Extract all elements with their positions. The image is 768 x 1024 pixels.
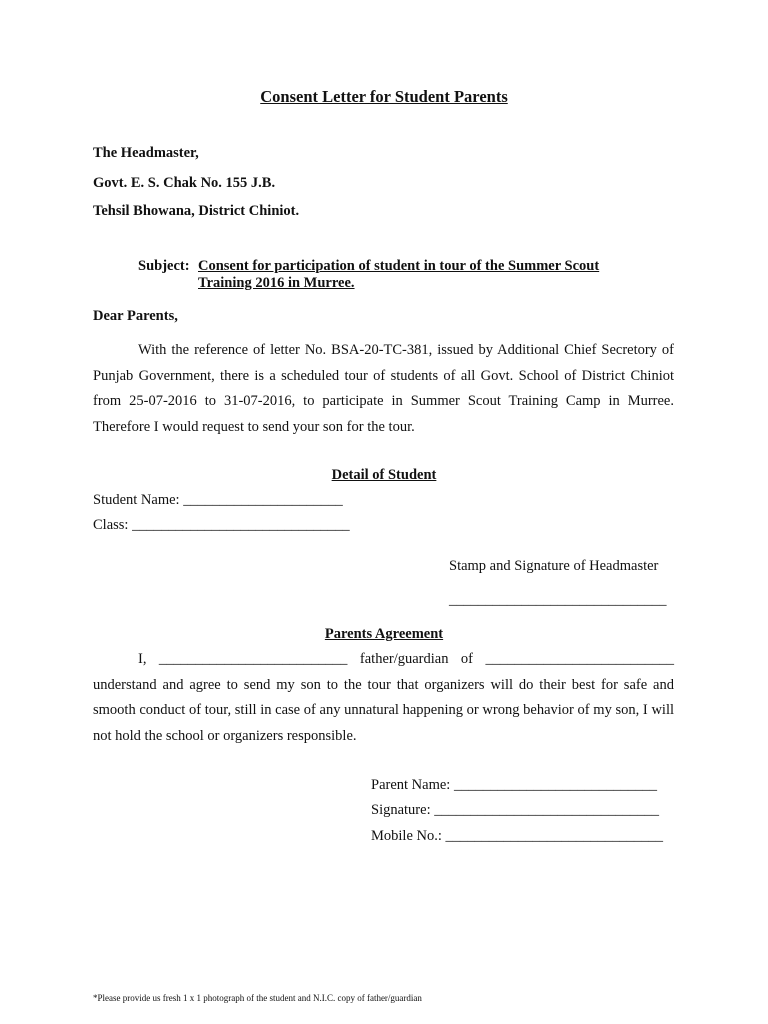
parents-agreement-heading: Parents Agreement bbox=[324, 626, 444, 642]
footnote: *Please provide us fresh 1 x 1 photograph of the student and N.I.C. copy of father/guardian bbox=[93, 993, 422, 1003]
headmaster-signature-line: ______________________________ bbox=[449, 592, 667, 608]
page-title: Consent Letter for Student Parents bbox=[260, 87, 508, 106]
mobile-field: Mobile No.: ______________________________ bbox=[371, 828, 664, 844]
agreement-paragraph: I, __________________________ father/guardian of __________________________ understand and agree to send my son to the tour that organizers will do their best for safe and smooth conduct of tour, still in case of any unnatural happening or wrong behavior of my son, I will not hold the school or organizers responsible. bbox=[93, 651, 674, 744]
student-detail-heading: Detail of Student bbox=[331, 467, 437, 483]
headmaster-signature-label: Stamp and Signature of Headmaster bbox=[449, 558, 659, 574]
address-line-1: The Headmaster, bbox=[93, 145, 199, 161]
body-paragraph: With the reference of letter No. BSA-20-TC-381, issued by Additional Chief Secretory of Punjab Government, there is a scheduled tour of students of all Govt. School of District Chiniot from 25-07-2016 to 31-07-2016, to participate in Summer Scout Training Camp in Murree. Therefore I would request to send your son for the tour. bbox=[93, 342, 674, 435]
student-name-field: Student Name: ______________________ bbox=[93, 492, 343, 508]
parent-name-field: Parent Name: ____________________________ bbox=[371, 777, 657, 793]
signature-field: Signature: _______________________________ bbox=[371, 802, 659, 818]
class-field: Class: ______________________________ bbox=[93, 517, 350, 533]
salutation: Dear Parents, bbox=[93, 308, 178, 324]
address-line-2: Govt. E. S. Chak No. 155 J.B. bbox=[93, 175, 276, 191]
subject-text: Consent for participation of student in tour of the Summer Scout Training 2016 in Murree. bbox=[198, 258, 600, 291]
address-line-3: Tehsil Bhowana, District Chiniot. bbox=[93, 203, 300, 219]
subject-label: Subject: bbox=[138, 258, 190, 274]
